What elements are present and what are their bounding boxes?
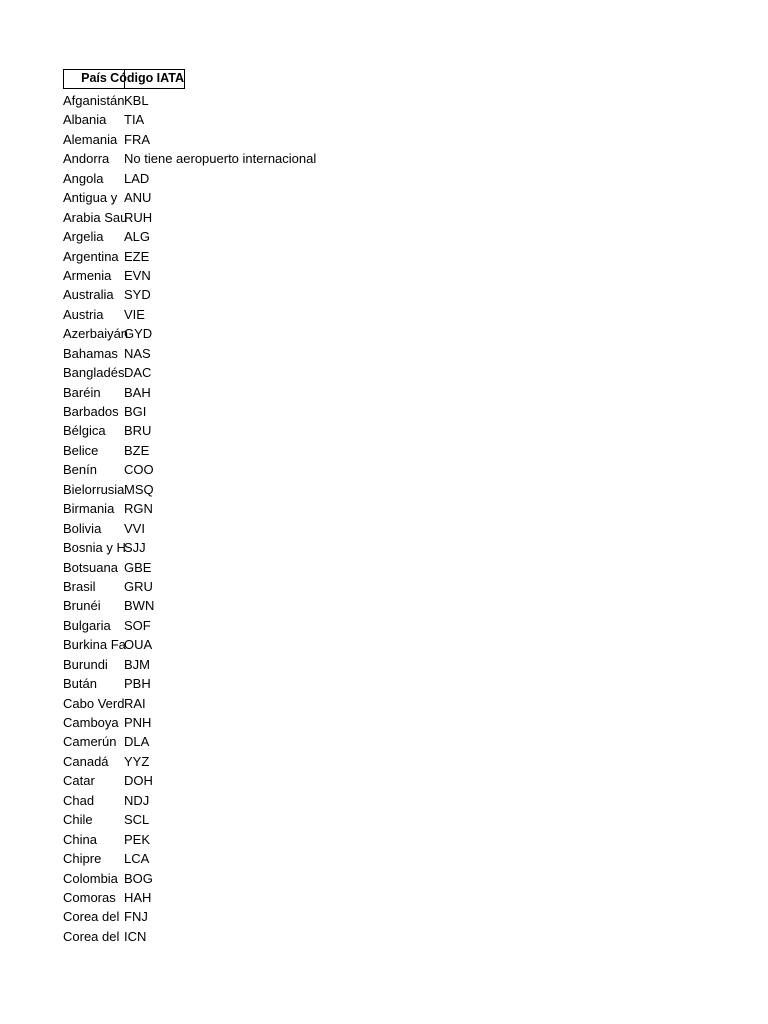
table-row bbox=[63, 674, 185, 693]
table-row bbox=[63, 694, 185, 713]
cell-iata-code[interactable]: DLA bbox=[124, 734, 150, 750]
table-row bbox=[63, 91, 185, 110]
cell-iata-code[interactable]: FRA bbox=[124, 131, 150, 147]
cell-iata-code[interactable]: BZE bbox=[124, 442, 150, 458]
cell-country[interactable]: Camerún bbox=[63, 734, 117, 750]
cell-country[interactable]: Argentina bbox=[63, 248, 119, 264]
cell-iata-code[interactable]: BJM bbox=[124, 656, 150, 672]
table-row bbox=[63, 713, 185, 732]
cell-iata-code[interactable]: LCA bbox=[124, 851, 150, 867]
cell-country[interactable]: Burundi bbox=[63, 656, 108, 672]
cell-iata-code[interactable]: RUH bbox=[124, 209, 153, 225]
cell-country[interactable]: Birmania bbox=[63, 501, 115, 517]
cell-iata-code[interactable]: MSQ bbox=[124, 481, 154, 497]
cell-country[interactable]: Bielorrusia bbox=[63, 481, 125, 497]
cell-iata-code[interactable]: PNH bbox=[124, 715, 152, 730]
table-row bbox=[63, 655, 185, 674]
table-row bbox=[63, 732, 185, 751]
cell-country[interactable]: Bosnia y H bbox=[63, 540, 126, 556]
table-row bbox=[63, 480, 185, 499]
table-row bbox=[63, 247, 185, 266]
header-cell-country[interactable]: País bbox=[64, 70, 125, 88]
cell-country[interactable]: Argelia bbox=[63, 229, 104, 245]
cell-country[interactable]: Corea del bbox=[63, 928, 120, 944]
cell-country[interactable]: Alemania bbox=[63, 131, 118, 147]
cell-iata-code[interactable]: HAH bbox=[124, 889, 152, 905]
cell-country[interactable]: Chile bbox=[63, 812, 93, 828]
cell-iata-code[interactable]: KBL bbox=[124, 93, 149, 108]
cell-iata-code[interactable]: OUA bbox=[124, 637, 153, 653]
cell-country[interactable]: Colombia bbox=[63, 870, 118, 886]
cell-iata-code[interactable]: No tiene aeropuerto internacional bbox=[124, 151, 317, 167]
cell-iata-code[interactable]: EZE bbox=[124, 248, 150, 264]
cell-country[interactable]: Brasil bbox=[63, 578, 96, 594]
cell-country[interactable]: Bahamas bbox=[63, 345, 118, 361]
cell-iata-code[interactable]: SOF bbox=[124, 617, 151, 633]
cell-country[interactable]: Bulgaria bbox=[63, 617, 111, 633]
cell-country[interactable]: Comoras bbox=[63, 889, 116, 905]
table-row bbox=[63, 402, 185, 421]
table-row bbox=[63, 791, 185, 810]
cell-iata-code[interactable]: EVN bbox=[124, 267, 151, 283]
header-cell-iata-code[interactable] bbox=[110, 70, 184, 88]
cell-country[interactable]: Australia bbox=[63, 287, 114, 303]
table-row bbox=[63, 130, 185, 149]
table-row bbox=[63, 344, 185, 363]
cell-iata-code[interactable]: NDJ bbox=[124, 792, 150, 808]
table-row bbox=[63, 149, 317, 168]
cell-country[interactable]: Andorra bbox=[63, 151, 110, 167]
table-row bbox=[63, 285, 185, 304]
cell-country[interactable]: Benín bbox=[63, 462, 97, 478]
cell-country[interactable]: Botsuana bbox=[63, 559, 118, 575]
table-row bbox=[63, 927, 185, 946]
cell-country[interactable]: Armenia bbox=[63, 267, 112, 283]
table-row bbox=[63, 596, 185, 615]
table-row bbox=[63, 830, 185, 849]
table-header-row bbox=[63, 69, 185, 89]
cell-country[interactable]: Corea del bbox=[63, 909, 120, 925]
table-row bbox=[63, 441, 185, 460]
cell-country[interactable]: Burkina Fa bbox=[63, 637, 126, 653]
cell-country[interactable]: Antigua y bbox=[63, 190, 118, 206]
cell-country[interactable]: Brunéi bbox=[63, 598, 101, 614]
cell-country[interactable]: Catar bbox=[63, 773, 95, 789]
cell-country[interactable]: Bangladés bbox=[63, 365, 125, 381]
table-row bbox=[63, 499, 185, 518]
table-row bbox=[63, 869, 185, 888]
cell-country[interactable]: Azerbaiyán bbox=[63, 326, 129, 342]
cell-iata-code[interactable]: NAS bbox=[124, 345, 151, 361]
table-row bbox=[63, 460, 185, 479]
cell-iata-code[interactable]: COO bbox=[124, 462, 154, 478]
table-row bbox=[63, 519, 185, 538]
table-row bbox=[63, 383, 185, 402]
table-row bbox=[63, 110, 185, 129]
cell-country[interactable]: Camboya bbox=[63, 715, 119, 730]
cell-iata-code[interactable]: BOG bbox=[124, 870, 153, 886]
cell-iata-code[interactable]: TIA bbox=[124, 112, 145, 128]
cell-country[interactable]: China bbox=[63, 831, 97, 847]
cell-iata-code[interactable]: FNJ bbox=[124, 909, 148, 925]
table-row bbox=[63, 558, 185, 577]
table-row bbox=[63, 849, 185, 868]
cell-country[interactable]: Baréin bbox=[63, 384, 101, 400]
cell-iata-code[interactable]: SYD bbox=[124, 287, 151, 303]
cell-country[interactable]: Bután bbox=[63, 676, 97, 692]
cell-iata-code[interactable]: RAI bbox=[124, 695, 146, 711]
cell-iata-code[interactable]: DOH bbox=[124, 773, 153, 789]
table-row bbox=[63, 810, 185, 829]
cell-country[interactable]: Afganistán bbox=[63, 93, 125, 108]
cell-iata-code[interactable]: VVI bbox=[124, 520, 145, 536]
cell-iata-code[interactable]: GBE bbox=[124, 559, 152, 575]
table-row bbox=[63, 752, 185, 771]
table-row bbox=[63, 305, 185, 324]
cell-iata-code[interactable]: BRU bbox=[124, 423, 152, 439]
table-row bbox=[63, 421, 185, 440]
spreadsheet-table bbox=[63, 69, 317, 944]
cell-iata-code[interactable]: SCL bbox=[124, 812, 150, 828]
cell-iata-code[interactable]: ALG bbox=[124, 229, 151, 245]
cell-iata-code[interactable]: PEK bbox=[124, 831, 151, 847]
cell-country[interactable]: Albania bbox=[63, 112, 107, 128]
table-row bbox=[63, 227, 185, 246]
cell-country[interactable]: Belice bbox=[63, 442, 99, 458]
cell-iata-code[interactable]: ANU bbox=[124, 190, 152, 206]
table-row bbox=[63, 208, 185, 227]
cell-iata-code[interactable]: RGN bbox=[124, 501, 153, 517]
table-row bbox=[63, 577, 185, 596]
table-row bbox=[63, 888, 185, 907]
cell-country[interactable]: Chad bbox=[63, 792, 95, 808]
cell-country[interactable]: Cabo Verd bbox=[63, 695, 125, 711]
cell-country[interactable]: Angola bbox=[63, 170, 104, 186]
cell-country[interactable]: Bélgica bbox=[63, 423, 106, 439]
table-row bbox=[63, 538, 185, 557]
table-body bbox=[63, 91, 317, 946]
cell-country[interactable]: Bolivia bbox=[63, 520, 102, 536]
cell-iata-code[interactable]: ICN bbox=[124, 928, 147, 944]
table-row bbox=[63, 363, 185, 382]
table-row bbox=[63, 188, 185, 207]
table-row bbox=[63, 266, 185, 285]
cell-iata-code[interactable]: PBH bbox=[124, 676, 151, 692]
cell-country[interactable]: Canadá bbox=[63, 753, 109, 769]
cell-country[interactable]: Austria bbox=[63, 306, 104, 322]
cell-iata-code[interactable]: BWN bbox=[124, 598, 155, 614]
cell-iata-code[interactable]: VIE bbox=[124, 306, 145, 322]
cell-country[interactable]: Arabia Sau bbox=[63, 209, 128, 225]
cell-iata-code[interactable]: SJJ bbox=[124, 540, 146, 556]
cell-iata-code[interactable]: GRU bbox=[124, 578, 153, 594]
table-row bbox=[63, 907, 185, 926]
cell-iata-code[interactable]: YYZ bbox=[124, 753, 150, 769]
cell-country[interactable]: Barbados bbox=[63, 404, 119, 419]
cell-iata-code[interactable]: BGI bbox=[124, 404, 147, 419]
table-row bbox=[63, 616, 185, 635]
table-row bbox=[63, 635, 185, 654]
header-iata-text: Código IATA bbox=[110, 71, 184, 85]
cell-iata-code[interactable]: LAD bbox=[124, 170, 150, 186]
cell-iata-code[interactable]: GYD bbox=[124, 326, 153, 342]
cell-iata-code[interactable]: DAC bbox=[124, 365, 152, 381]
table-row bbox=[63, 771, 185, 790]
table-row bbox=[63, 324, 185, 343]
table-row bbox=[63, 169, 185, 188]
cell-iata-code[interactable]: BAH bbox=[124, 384, 151, 400]
cell-country[interactable]: Chipre bbox=[63, 851, 102, 867]
